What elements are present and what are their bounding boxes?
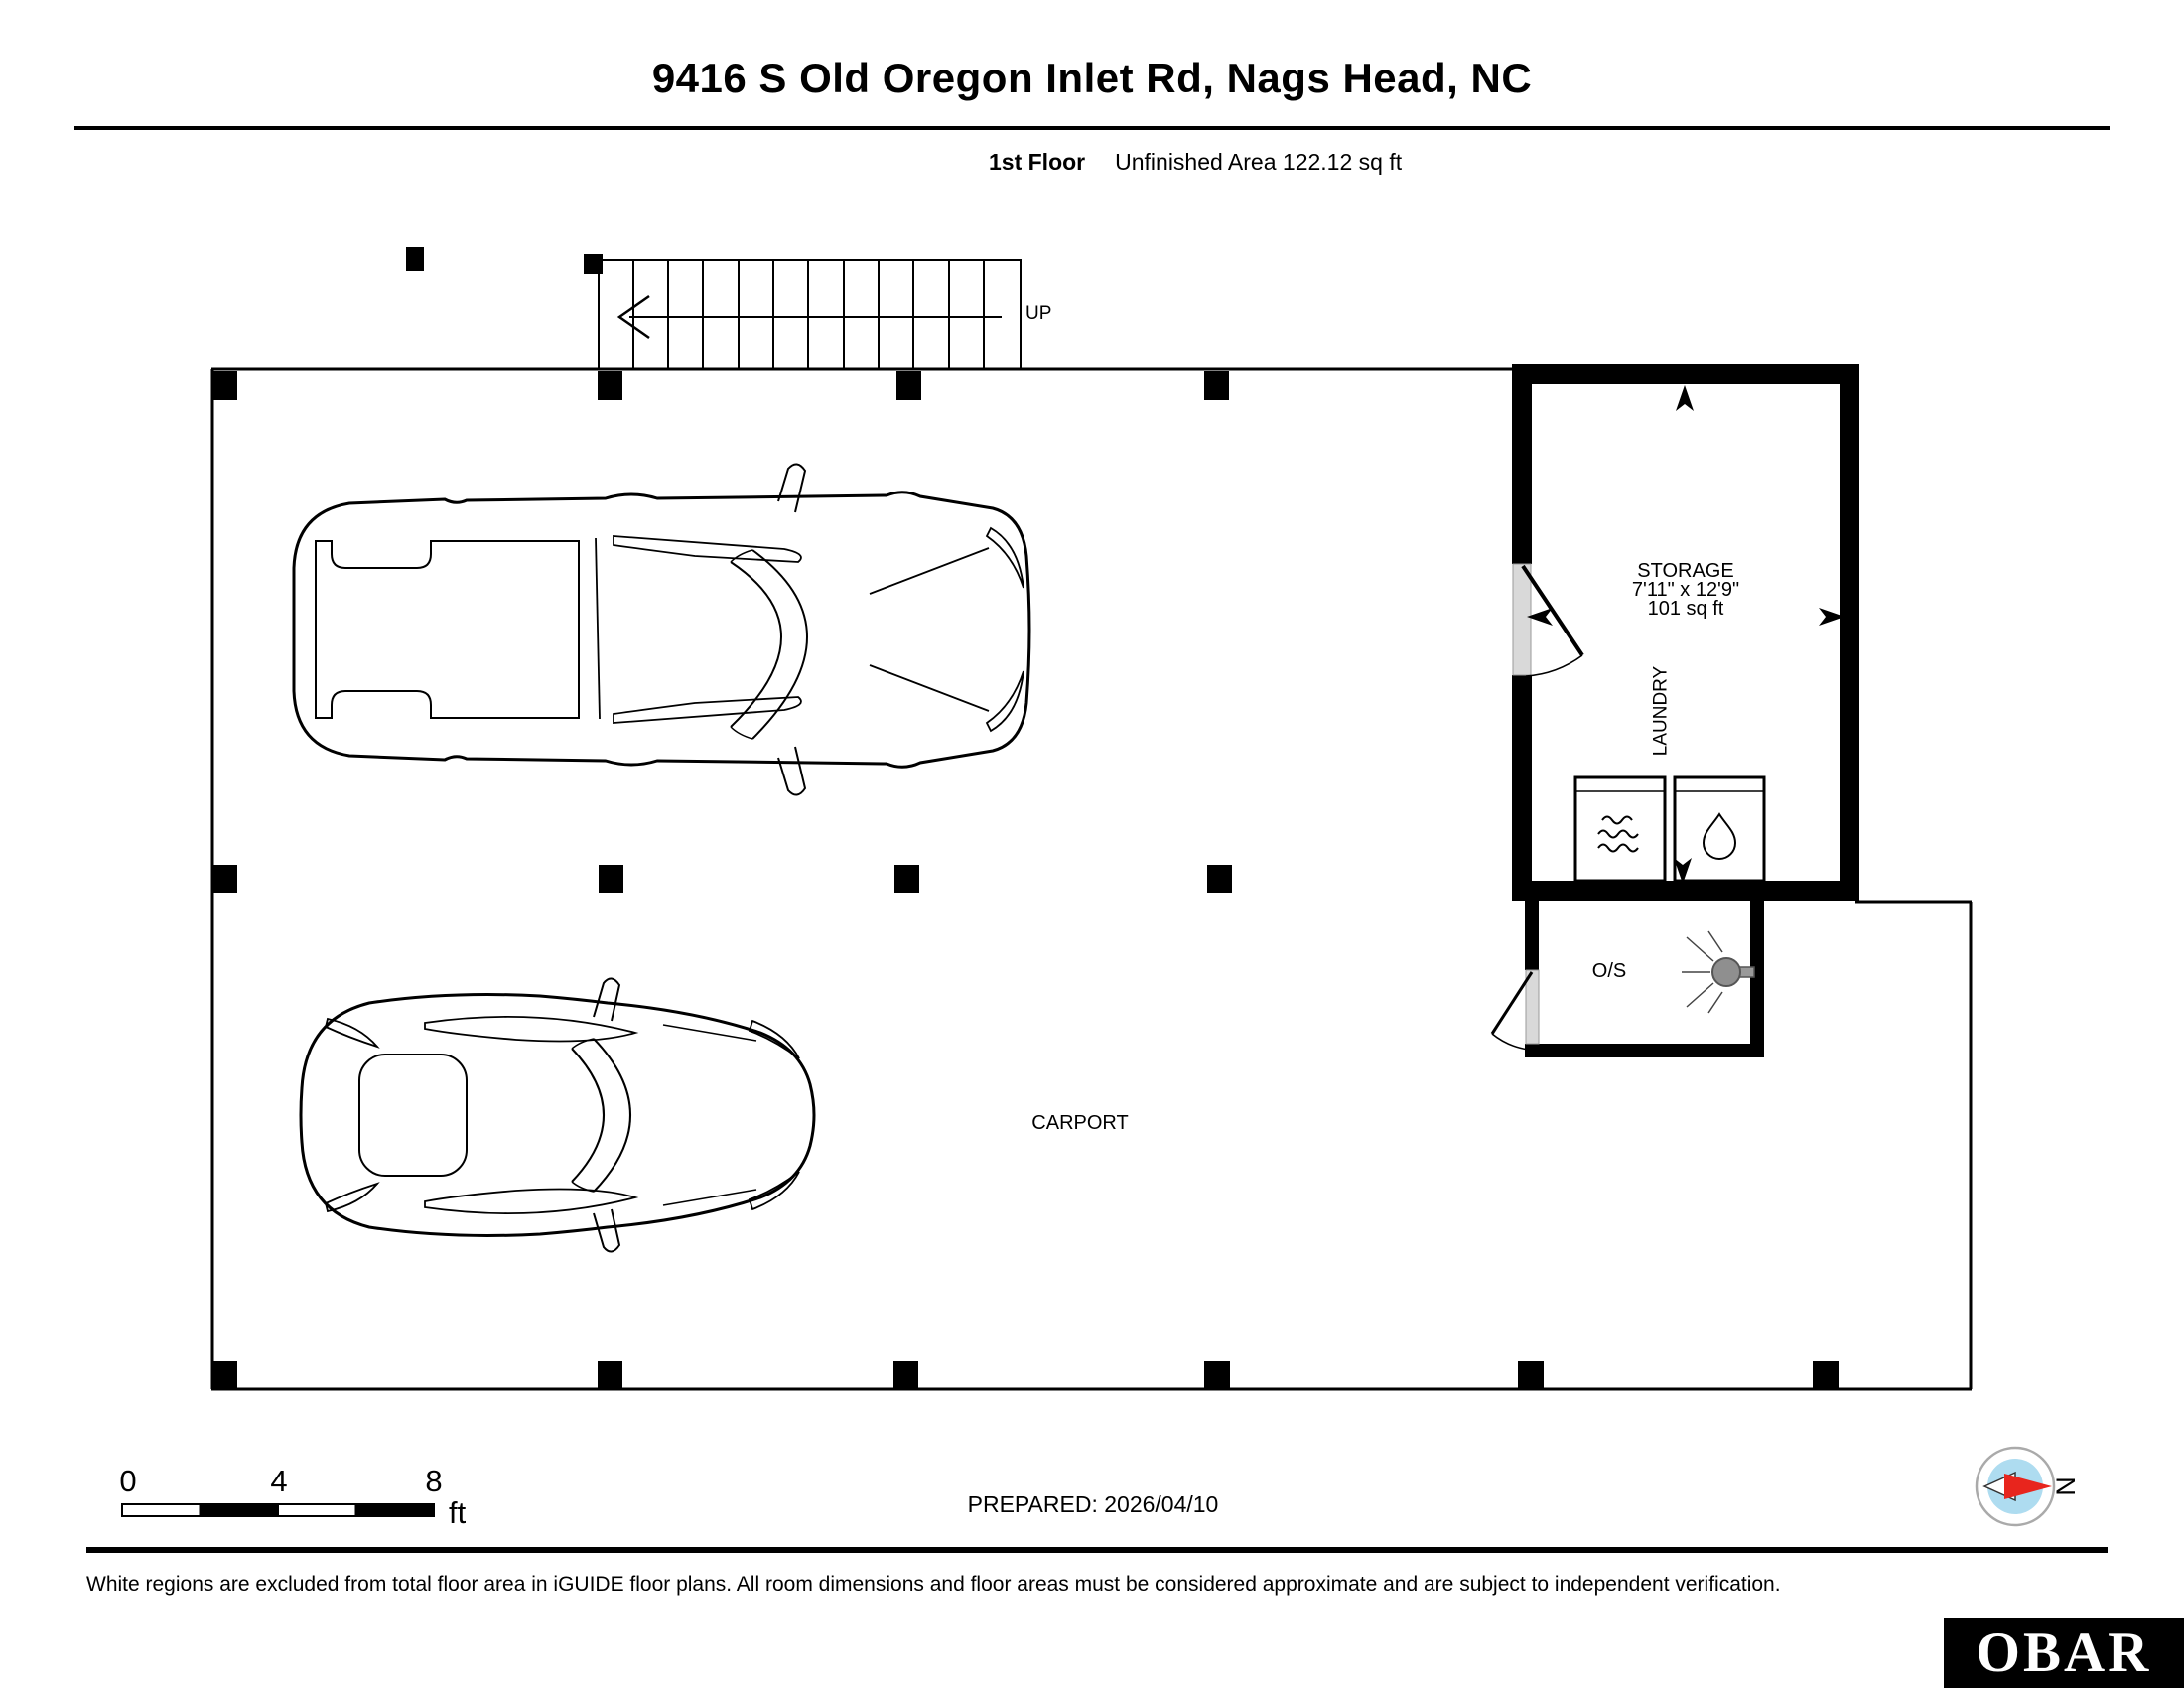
scale-tick-4: 4 (270, 1464, 288, 1498)
storage-room-dimensions: 7'11" x 12'9" (1631, 579, 1740, 601)
storage-room-walls (1512, 364, 1859, 901)
support-post (598, 371, 622, 400)
staircase (599, 260, 1021, 369)
support-post (406, 247, 424, 271)
storage-room-label (1632, 562, 1739, 619)
support-post (213, 865, 237, 893)
support-post (584, 254, 603, 274)
page-title: 9416 S Old Oregon Inlet Rd, Nags Head, NC (651, 55, 1533, 101)
scale-tick-8: 8 (425, 1464, 443, 1498)
support-post (599, 865, 623, 893)
storage-room-area: 101 sq ft (1647, 598, 1724, 620)
title-divider (74, 126, 2110, 130)
carport-label: CARPORT (1031, 1112, 1129, 1134)
support-post (598, 1361, 622, 1389)
support-post (894, 865, 919, 893)
arrow-up-icon (1676, 385, 1694, 411)
floor-subtitle (989, 149, 1402, 176)
washer-icon (1575, 777, 1665, 881)
scale-bar (122, 1504, 434, 1516)
floor-label: 1st Floor (989, 149, 1086, 175)
support-posts (213, 247, 1839, 1389)
outdoor-shower-door (1492, 970, 1539, 1050)
footer-divider (86, 1547, 2108, 1553)
pickup-truck (294, 464, 1029, 794)
scale-unit-label: ft (449, 1495, 467, 1530)
support-post (1204, 1361, 1230, 1389)
support-post (1813, 1361, 1839, 1389)
support-post (893, 1361, 918, 1389)
scale-tick-0: 0 (119, 1464, 137, 1498)
support-post (896, 371, 921, 400)
compass-icon (1977, 1448, 2054, 1525)
storage-room-name: STORAGE (1637, 560, 1734, 582)
disclaimer-text: White regions are excluded from total floor area in iGUIDE floor plans. All room dimensions and floor areas must be considered approximate and are subject to independent verification. (86, 1573, 1781, 1596)
stair-direction-arrow (619, 296, 1002, 338)
compass-north-label: N (2050, 1477, 2081, 1496)
unfinished-area-label: Unfinished Area 122.12 sq ft (1115, 149, 1403, 175)
stairs-up-label: UP (1025, 303, 1052, 324)
side-mirror (778, 464, 805, 512)
side-mirror (594, 978, 619, 1021)
support-post (213, 1361, 237, 1389)
support-post (1204, 371, 1229, 400)
laundry-label: LAUNDRY (1650, 665, 1672, 757)
prepared-date: PREPARED: 2026/04/10 (967, 1491, 1219, 1517)
shower-head-icon (1682, 931, 1754, 1013)
obar-logo: OBAR (1944, 1618, 2184, 1688)
car (301, 978, 814, 1251)
side-mirror (778, 747, 805, 795)
support-post (1207, 865, 1232, 893)
support-post (1518, 1361, 1544, 1389)
outdoor-shower-label: O/S (1591, 960, 1627, 982)
side-mirror (594, 1209, 619, 1252)
support-post (213, 371, 237, 400)
